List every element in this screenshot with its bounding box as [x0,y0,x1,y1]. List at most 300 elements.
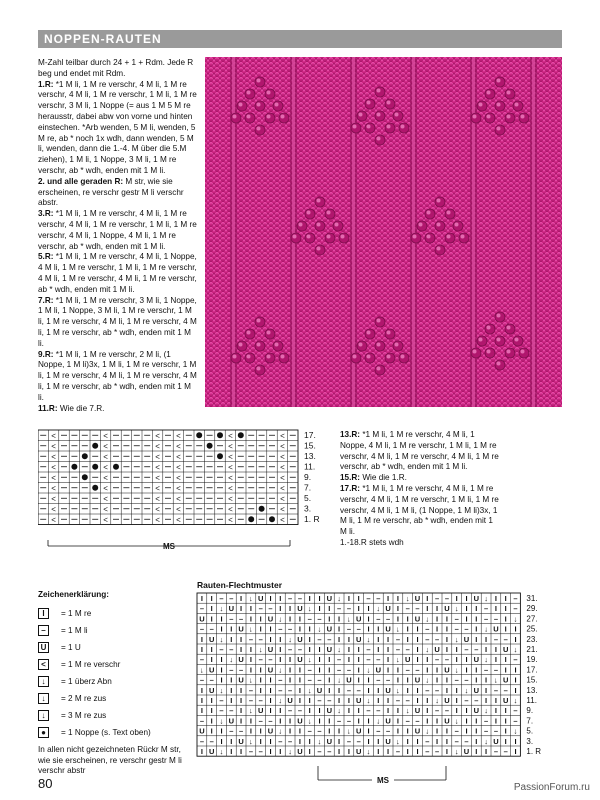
bobble-shine [497,127,501,131]
stitch-symbol: – [405,604,410,614]
chart2-row-label: 31. [526,594,538,603]
bobble-shine [257,367,261,371]
stitch-symbol: – [464,645,469,654]
chart2-row-label: 9. [526,706,534,716]
stitch-symbol: I [416,747,419,756]
bobble-shine [307,235,311,239]
bobble [255,365,265,375]
stitch-symbol: ↓ [396,655,400,665]
stitch-symbol: I [279,706,282,716]
stitch-symbol: ↓ [249,706,253,716]
stitch-symbol: U [238,655,244,665]
stitch-symbol: U [326,706,333,716]
stitch-symbol: ↓ [405,706,410,716]
stitch-symbol: – [199,716,204,726]
stitch-symbol: ↓ [425,675,430,685]
stitch-symbol: – [288,624,293,634]
bobble-shine [387,101,391,105]
stitch-symbol: U [199,614,205,624]
stitch-symbol: I [396,604,399,614]
twisted-stitch-mark: < [228,441,233,451]
stitch-symbol: – [337,665,342,675]
stitch-symbol: I [357,706,360,716]
stitch-symbol: I [504,665,507,675]
bobble-mark [217,453,223,459]
stitch-symbol: – [405,716,410,726]
stitch-symbol: ↓ [288,747,292,756]
bobble [445,233,455,243]
stitch-symbol: – [268,716,273,726]
stitch-symbol: I [485,645,488,654]
section-title-bar [38,30,562,48]
bobble-shine [447,211,451,215]
stitch-symbol: U [238,675,244,685]
bobble-mark [82,453,88,459]
stitch-symbol: – [454,726,459,736]
slip-decrease-icon: ↓ [38,676,49,687]
stitch-symbol: – [327,747,332,756]
bobble [513,336,523,346]
stitch-symbol: I [249,716,252,726]
row-5-text: 5.R: *1 M li, 1 M re verschr, 4 M li, 1 Noppe, 4 M li, 1 M re verschr, 1 M li, 1 M re verschr, 4 M li, 1 M re verschr, 4 M li, 1 M re verschr, ab * wdh, enden mit 1 M li. [38,252,197,294]
stitch-symbol: – [493,665,498,675]
stitch-symbol: I [240,594,243,603]
bobble [485,348,495,358]
stitch-symbol: I [426,706,429,716]
bobble-shine [395,343,399,347]
stitch-symbol: – [209,624,214,634]
stitch-symbol: I [465,716,468,726]
stitch-symbol: U [414,706,421,716]
bobble-shine [507,91,511,95]
stitch-symbol: – [376,655,381,665]
bobble-shine [359,113,363,117]
stitch-symbol: – [425,624,430,634]
stitch-symbol: – [503,747,508,756]
twisted-stitch-mark: < [103,483,108,493]
bobble [265,113,275,123]
stitch-symbol: I [377,696,380,705]
row-11-text: 11.R: Wie die 7.R. [38,403,105,413]
stitch-symbol: I [416,655,419,665]
stitch-symbol: I [406,747,409,756]
stitch-symbol: I [269,747,272,756]
twisted-stitch-mark: < [155,515,160,525]
stitch-symbol: I [465,604,468,614]
bobble [265,329,275,339]
stitch-symbol: – [297,594,302,603]
stitch-symbol: ↓ [513,645,518,654]
stitch-symbol: I [504,624,507,634]
stitch-symbol: I [279,645,282,654]
stitch-symbol: U [444,665,450,675]
stitch-symbol: I [377,747,380,756]
stitch-symbol: I [289,726,292,736]
stitch-symbol: I [416,696,419,705]
stitch-symbol: I [416,736,419,746]
stitch-symbol: U [326,594,333,603]
stitch-symbol: I [406,736,409,746]
stitch-symbol: I [200,696,203,705]
stitch-symbol: I [377,736,380,746]
stitch-symbol: ↓ [425,726,430,736]
bobble [245,113,255,123]
stitch-symbol: – [435,634,440,644]
stitch-symbol: – [444,706,449,716]
stitch-symbol: ↓ [513,726,518,736]
bobble-shine [437,199,441,203]
twisted-stitch-mark: < [176,515,181,525]
stitch-symbol: U [473,685,480,695]
bobble-shine [335,223,339,227]
twisted-stitch-mark: < [176,483,181,493]
stitch-symbol: I [259,665,262,675]
stitch-symbol: I [220,665,223,675]
twisted-stitch-mark: < [280,441,285,451]
legend-title: Zeichenerklärung: [38,590,109,599]
bobble [495,336,505,346]
stitch-symbol: – [288,645,293,654]
twisted-stitch-mark: < [228,504,233,514]
stitch-symbol: – [229,706,234,716]
stitch-symbol: I [220,655,223,665]
stitch-symbol: U [287,696,293,705]
bobble [495,360,505,370]
bobble-shine [497,362,501,366]
stitch-symbol: I [259,726,262,736]
stitch-symbol: ↓ [366,665,371,675]
stitch-symbol: I [328,614,331,624]
stitch-symbol: – [229,645,234,654]
stitch-symbol: U [297,716,303,726]
bobble-icon: ● [38,727,49,738]
bobble-shine [437,223,441,227]
stitch-symbol: I [387,747,390,756]
stitch-symbol: ↓ [219,716,224,726]
twisted-stitch-mark: < [228,483,233,493]
stitch-symbol: ↓ [249,594,253,603]
bobble-shine [395,113,399,117]
stitch-symbol: I [249,726,252,736]
stitch-symbol: I [318,645,321,654]
stitch-symbol: I [475,726,478,736]
stitch-symbol: I [259,675,262,685]
bobble [375,111,385,121]
stitch-symbol: I [475,665,478,675]
bobble-shine [299,223,303,227]
stitch-symbol: I [367,624,370,634]
stitch-symbol: ↓ [249,624,253,634]
twisted-stitch-mark: < [155,441,160,451]
stitch-symbol: I [279,604,282,614]
bobble-shine [327,235,331,239]
stitch-symbol: – [415,665,420,675]
twisted-stitch-mark: < [155,494,160,504]
chart1-ms-label: MS [163,542,175,551]
stitch-symbol: I [240,634,243,644]
stitch-symbol: – [317,675,322,685]
stitch-symbol: I [455,655,458,665]
bobble-shine [487,326,491,330]
stitch-symbol: ↓ [347,726,351,736]
stitch-symbol: – [493,685,498,695]
stitch-symbol: I [259,614,262,624]
stitch-symbol: ↓ [484,736,488,746]
stitch-symbol: – [288,594,293,603]
bobble-shine [515,338,519,342]
twisted-stitch-mark: < [51,452,56,462]
stitch-symbol: – [239,726,244,736]
stitch-symbol: I [445,685,448,695]
stitch-symbol: U [375,665,382,675]
stitch-symbol: – [386,614,391,624]
stitch-symbol: I [357,604,360,614]
stitch-symbol: – [346,736,351,746]
stitch-symbol: I [475,604,478,614]
bobble [255,101,265,111]
bobble-shine [377,319,381,323]
bobble-shine [267,91,271,95]
bobble [505,324,515,334]
stitch-symbol: – [493,634,498,644]
stitch-symbol: I [308,696,311,705]
stitch-symbol: I [514,747,517,756]
stitch-symbol: ↓ [200,665,204,675]
chart2-row-label: 23. [526,634,538,644]
stitch-symbol: U [326,736,333,746]
twisted-stitch-mark: < [280,462,285,472]
stitch-symbol: ↓ [396,736,400,746]
stitch-symbol: – [454,736,459,746]
stitch-symbol: I [347,696,350,705]
stitch-symbol: I [445,624,448,634]
bobble [315,245,325,255]
bobble [505,89,515,99]
stitch-symbol: – [268,604,273,614]
stitch-symbol: I [377,624,380,634]
stitch-symbol: – [435,747,440,756]
stitch-symbol: U [502,696,509,705]
chart2-ms-label: MS [377,776,389,785]
stitch-symbol: I [328,655,331,665]
stitch-symbol: I [328,716,331,726]
bobble [375,341,385,351]
bobble-shine [377,113,381,117]
stitch-symbol: ↓ [435,696,439,705]
stitch-symbol: – [493,614,498,624]
stitch-symbol: U [473,655,480,665]
stitch-symbol: U [502,645,509,654]
purl-stitch-icon: – [38,625,49,636]
stitch-symbol: – [386,675,391,685]
stitch-symbol: I [259,624,262,634]
twisted-knit-icon: < [38,659,49,670]
bobble-shine [359,343,363,347]
stitch-symbol: I [357,594,360,603]
twisted-stitch-mark: < [280,431,285,441]
legend-item: < = 1 M re verschr [38,656,188,673]
stitch-symbol: – [327,634,332,644]
twisted-stitch-mark: < [103,452,108,462]
stitch-symbol: – [454,675,459,685]
bobble [325,233,335,243]
stitch-symbol: ↓ [307,604,312,614]
bobble [393,111,403,121]
stitch-symbol: – [513,604,518,614]
stitch-symbol: ↓ [366,634,371,644]
stitch-symbol: I [406,614,409,624]
bobble-shine [521,350,525,354]
twisted-stitch-mark: < [103,473,108,483]
bobble [435,245,445,255]
stitch-symbol: I [269,696,272,705]
legend-item: ↓ = 1 überz Abn [38,673,188,690]
stitch-symbol: I [347,655,350,665]
stitch-symbol: ↓ [454,634,459,644]
bobble-shine [507,350,511,354]
stitch-symbol: I [367,604,370,614]
stitch-symbol: I [387,645,390,654]
bobble [255,125,265,135]
stitch-symbol: I [328,685,331,695]
noppen-rauten-chart [38,428,338,568]
bobble [305,209,315,219]
stitch-symbol: I [338,685,341,695]
stitch-symbol: I [377,645,380,654]
stitch-symbol: I [318,655,321,665]
stitch-symbol: ↓ [454,747,459,756]
bobble [505,113,515,123]
stitch-symbol: I [445,614,448,624]
bobble-shine [497,103,501,107]
stitch-symbol: I [387,655,390,665]
stitch-symbol: I [504,594,507,603]
stitch-symbol: – [337,716,342,726]
rauten-flechtmuster-chart [196,592,566,787]
stitch-symbol: I [289,614,292,624]
bobble [255,77,265,87]
stitch-symbol: I [485,747,488,756]
stitch-symbol: I [308,736,311,746]
stitch-symbol: ↓ [317,624,322,634]
stitch-symbol: I [318,594,321,603]
stitch-symbol: I [289,675,292,685]
stitch-symbol: I [465,655,468,665]
bobble-shine [257,319,261,323]
bobble-shine [275,343,279,347]
stitch-symbol: – [199,736,204,746]
chart2-row-label: 7. [526,716,534,726]
stitch-symbol: I [357,675,360,685]
bobble-mark [113,464,119,470]
stitch-symbol: I [298,685,301,695]
bobble-shine [317,223,321,227]
twisted-stitch-mark: < [155,462,160,472]
stitch-symbol: I [240,685,243,695]
stitch-symbol: I [298,675,301,685]
stitch-symbol: – [346,665,351,675]
repeat-note: 1.-18.R stets wdh [340,537,404,547]
k3tog-icon: ↓ [38,710,49,721]
stitch-symbol: – [435,706,440,716]
stitch-symbol: – [425,736,430,746]
stitch-symbol: I [475,614,478,624]
bobble-shine [247,115,251,119]
chart2-row-label: 29. [526,604,538,614]
stitch-symbol: I [455,645,458,654]
stitch-symbol: I [200,706,203,716]
twisted-stitch-mark: < [280,504,285,514]
stitch-symbol: I [387,634,390,644]
stitch-symbol: – [464,736,469,746]
stitch-symbol: – [366,655,371,665]
bobble-shine [267,115,271,119]
stitch-symbol: – [493,747,498,756]
stitch-symbol: I [249,655,252,665]
intro-text: M-Zahl teilbar durch 24 + 1 + Rdm. Jede R beg und endet mit Rdm. [38,58,194,78]
stitch-symbol: – [297,706,302,716]
bobble-shine [427,211,431,215]
bobble-shine [293,235,297,239]
stitch-symbol: – [317,696,322,705]
stitch-symbol: U [385,624,391,634]
stitch-symbol: I [406,726,409,736]
bobble-shine [367,331,371,335]
bobble-shine [487,350,491,354]
bobble-mark [71,464,77,470]
stitch-symbol: I [308,624,311,634]
chart2-row-label: 19. [526,655,538,665]
stitch-symbol: I [210,726,213,736]
twisted-stitch-mark: < [103,504,108,514]
twisted-stitch-mark: < [103,494,108,504]
stitch-symbol: ↓ [425,614,430,624]
stitch-symbol: – [278,736,283,746]
chart2-row-label: 21. [526,645,538,654]
stitch-symbol: ↓ [278,614,283,624]
bobble-shine [317,199,321,203]
twisted-stitch-mark: < [51,483,56,493]
stitch-symbol: I [367,736,370,746]
bobble [519,113,529,123]
stitch-symbol: – [229,614,234,624]
stitch-symbol: – [307,675,312,685]
stitch-symbol: U [297,634,303,644]
stitch-symbol: – [464,675,469,685]
knitting-sample-photo [205,57,562,407]
bobble-shine [257,103,261,107]
stitch-symbol: I [259,736,262,746]
bobble-shine [401,355,405,359]
stitch-symbol: I [230,696,233,705]
page-number: 80 [38,776,53,791]
bobble [279,353,289,363]
stitch-symbol: – [386,726,391,736]
stitch-symbol: I [406,685,409,695]
stitch-symbol: ↓ [376,604,381,614]
legend-item: U = 1 U [38,639,188,656]
stitch-symbol: I [230,685,233,695]
bobble-shine [377,343,381,347]
bobble [315,221,325,231]
bobble-shine [267,331,271,335]
stitch-symbol: – [219,706,224,716]
stitch-symbol: I [269,594,272,603]
bobble [273,341,283,351]
stitch-symbol: U [297,747,303,756]
bobble [265,353,275,363]
stitch-symbol: – [209,736,214,746]
